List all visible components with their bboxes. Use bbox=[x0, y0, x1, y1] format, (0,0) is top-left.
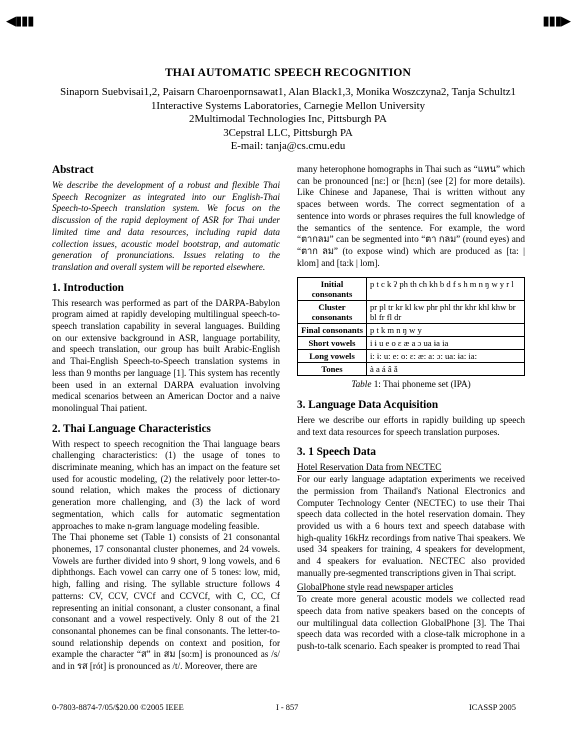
table-row-label: Long vowels bbox=[298, 350, 367, 363]
author-list: Sinaporn Suebvisai1,2, Paisarn Charoenpornsawat1, Alan Black1,3, Monika Woszczyna2, Tanja Schultz1 bbox=[60, 86, 516, 98]
hotel-data-text: For our early language adaptation experiments we received the permission from Thailand's National Electronics and Computer Technology Center (NECTEC) to use their Thai speech data collected in the hotel reservation domain. They provided us with a 6 hours text and speech database with high-quality 16kHz recordings from native Thai speakers. We used 34 speakers for training, 4 speakers for development, and 4 speakers for evaluation. NECTEC also provided manually pre-segmented transcriptions given in Thai script. bbox=[297, 474, 525, 578]
table-caption bbox=[297, 379, 525, 391]
table-row-value: i ɨ u e o ɛ æ a ɔ ua ɨa ia bbox=[367, 337, 525, 350]
data-acquisition-heading: 3. Language Data Acquisition bbox=[297, 399, 439, 412]
hotel-data-subheading: Hotel Reservation Data from NECTEC bbox=[297, 462, 442, 473]
table-row bbox=[298, 278, 525, 301]
right-column bbox=[297, 164, 525, 653]
table-row bbox=[298, 324, 525, 337]
speech-data-heading: 3. 1 Speech Data bbox=[297, 446, 376, 459]
affiliation-3: 3Cepstral LLC, Pittsburgh PA bbox=[223, 126, 353, 139]
thai-characteristics-paragraph-1: With respect to speech recognition the Thai language bears challenging characteristics: (1) the usage of tones to discriminate meaning, which has an impact on the feature set used for acoustic modeling, (2) the relatively poor letter-to-sound relation, which makes the process of dictionary generation more challenging, and (3) the lack of word segmentation, which calls for automatic segmentation approaches to make n-gram language modeling feasible. bbox=[52, 438, 280, 531]
prev-page-icon[interactable]: ◀▮▮▮ bbox=[6, 13, 34, 28]
affiliation-1: 1Interactive Systems Laboratories, Carnegie Mellon University bbox=[150, 99, 426, 112]
affiliation-2: 2Multimodal Technologies Inc, Pittsburgh PA bbox=[189, 113, 387, 126]
table-row bbox=[298, 350, 525, 363]
paper-title: THAI AUTOMATIC SPEECH RECOGNITION bbox=[164, 67, 412, 79]
globalphone-text: To create more general acoustic models we collected read speech data from native speakers based on the concepts of our multilingual data collection GlobalPhone [3]. The Thai speech data was recorded with a close-talk microphone in a push-to-talk scenario. Each speaker is prompted to read Thai bbox=[297, 594, 525, 651]
author-block bbox=[0, 86, 576, 154]
abstract-heading: Abstract bbox=[52, 164, 94, 176]
table-row-label: Initial consonants bbox=[298, 278, 367, 301]
footer-page-number: I - 857 bbox=[276, 703, 299, 712]
segmentation-paragraph: many heterophone homographs in Thai such as “แหน” which can be pronounced [nɛ:] or [hɛ:n] (see [2] for more details). Like Chinese and Japanese, Thai is written without any spaces between words. The correct segmentation of a sentence into words or phrases requires the full knowledge of the semantics of the sentence. For example, the word “ตากลม” can be segmented into “ตา กลม” (round eyes) and “ตาก ลม” (to expose wind) which are produced as [ta: | klom] and [ta:k | lom]. bbox=[297, 164, 525, 268]
footer-conference: ICASSP 2005 bbox=[469, 703, 516, 712]
table-row-value: pr pl tr kr kl kw phr phl thr khr khl khw br bl fr fl dr bbox=[367, 301, 525, 324]
phoneme-table bbox=[297, 277, 525, 376]
table-row-value: i: ɨ: u: e: o: ɛ: æ: a: ɔ: ua: ɨa: ia: bbox=[367, 350, 525, 363]
left-column bbox=[52, 164, 280, 673]
table-row-value: p t k m n ŋ w y bbox=[367, 324, 525, 337]
thai-characteristics-paragraph-2: The Thai phoneme set (Table 1) consists of 21 consonantal phonemes, 17 consonantal cluster phonemes, and 24 vowels. Vowels are further divided into 9 short, 9 long vowels, and 6 diphthongs. Each vowel can carry one of 5 tones: low, mid, high, falling and rising. The syllable structure follows 4 patterns: CV, CCV, CVCf and CCVCf, with C, CC, Cf representing an initial consonant, a cluster consonant, a final consonant and a vowel respectively. Only 8 out of the 21 consonantal phonemes can be final consonants. The letter-to-sound relationship depends on context and position, for example the character “ส” in สม [so:m] is pronounced as /s/ and in รส [rót] is pronounced as /t/. Moreover, there are bbox=[52, 532, 280, 672]
author-email: E-mail: tanja@cs.cmu.edu bbox=[230, 140, 346, 153]
data-acquisition-text: Here we describe our efforts in rapidly building up speech and text data resources for speech translation purposes. bbox=[297, 415, 525, 437]
globalphone-subheading: GlobalPhone style read newspaper articles bbox=[297, 582, 454, 593]
introduction-heading: 1. Introduction bbox=[52, 281, 124, 294]
footer-copyright: 0-7803-8874-7/05/$20.00 ©2005 IEEE bbox=[52, 703, 184, 712]
next-page-icon[interactable]: ▮▮▮▶ bbox=[542, 13, 570, 28]
table-row bbox=[298, 363, 525, 376]
table-row-value: p t c k ʔ ph th ch kh b d f s h m n ŋ w y r l bbox=[367, 278, 525, 301]
table-row-label: Short vowels bbox=[298, 337, 367, 350]
table-row bbox=[298, 301, 525, 324]
table-row-label: Cluster consonants bbox=[298, 301, 367, 324]
table-caption-text: 1: Thai phoneme set (IPA) bbox=[371, 379, 471, 390]
table-row-label: Tones bbox=[298, 363, 367, 376]
thai-characteristics-heading: 2. Thai Language Characteristics bbox=[52, 422, 211, 435]
table-caption-label: Table bbox=[351, 379, 372, 390]
table-row-value: à a á â ǎ bbox=[367, 363, 525, 376]
table-row bbox=[298, 337, 525, 350]
abstract-text: We describe the development of a robust and flexible Thai Speech Recognizer as integrated into our English-Thai Speech-to-Speech translation system. We focus on the discussion of the rapid deployment of ASR for Thai under limited time and data resources, including rapid data collection issues, acoustic model bootstrap, and automatic generation of pronunciations. Issues relating to the translation and overall system will be reported elsewhere. bbox=[52, 180, 280, 272]
table-row-label: Final consonants bbox=[298, 324, 367, 337]
introduction-text: This research was performed as part of the DARPA-Babylon program aimed at rapidly developing multilingual speech-to-speech translation capability in several languages. Building on our extensive background in ASR, language portability, and speech translation, our group has built Arabic-English and Thai-English Speech-to-Speech translation systems in less than 9 months per language [1]. This system has recently been used in an external DARPA evaluation involving medical scenarios between an American Doctor and a naive monolingual Thai patient. bbox=[52, 297, 280, 413]
